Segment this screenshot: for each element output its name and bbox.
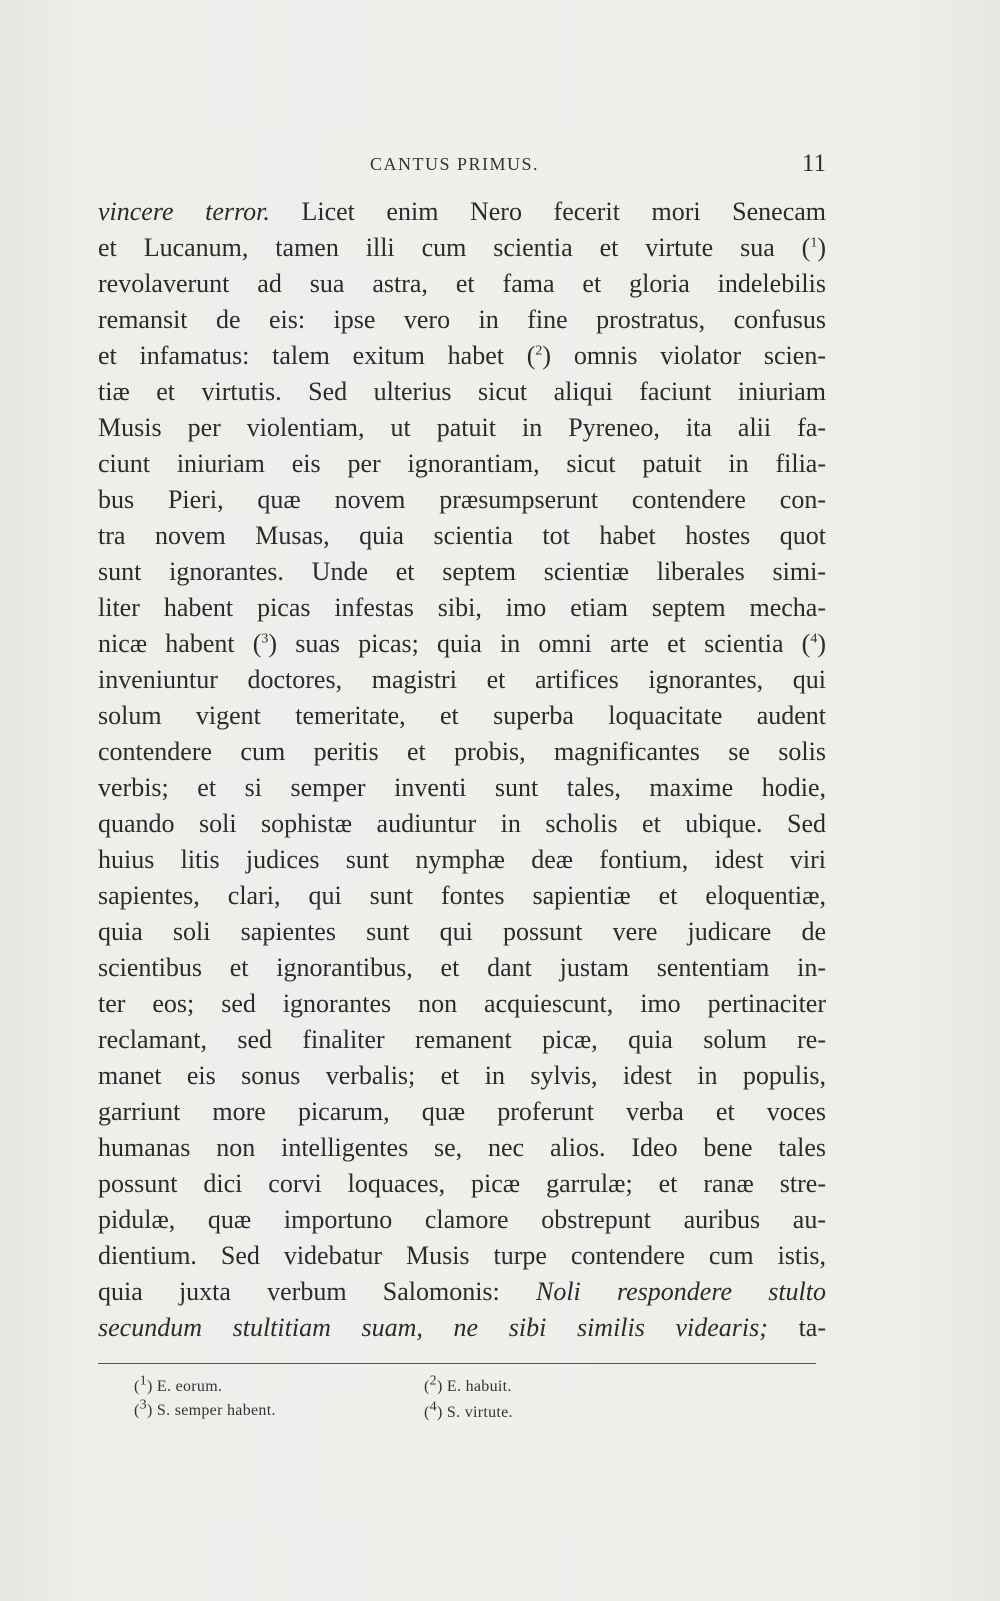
footnote-ref: 4 — [810, 631, 818, 647]
text-line: dientium. Sed videbatur Musis turpe contendere cum istis, — [98, 1241, 826, 1270]
footnote-ref: 1 — [810, 235, 818, 251]
footnote-rule — [98, 1363, 816, 1364]
text-line: Musis per violentiam, ut patuit in Pyreneo, ita alii fa- — [98, 413, 826, 442]
running-head — [98, 150, 826, 184]
text-line: revolaverunt ad sua astra, et fama et gloria indelebilis — [98, 269, 826, 298]
footnote-ref: 3 — [261, 631, 269, 647]
text-line: solum vigent temeritate, et superba loquacitate audent — [98, 701, 826, 730]
italic-phrase: secundum stultitiam suam, ne sibi similis videaris; — [98, 1313, 768, 1342]
text-line: remansit de eis: ipse vero in fine prostratus, confusus — [98, 305, 826, 334]
text-line: nicæ habent ($^3$) suas picas; quia in omni arte et scientia ($^4$) — [98, 629, 826, 658]
text-line: tiæ et virtutis. Sed ulterius sicut aliqui faciunt iniuriam — [98, 377, 826, 406]
text-line: et Lucanum, tamen illi cum scientia et virtute sua ($^1$) — [98, 233, 826, 262]
text-line: scientibus et ignorantibus, et dant justam sententiam in- — [98, 953, 826, 982]
text-line: et infamatus: talem exitum habet ($^2$) omnis violator scien- — [98, 341, 826, 370]
text-line: tra novem Musas, quia scientia tot habet hostes quot — [98, 521, 826, 550]
footnote-ref: 2 — [535, 343, 543, 359]
text-line: contendere cum peritis et probis, magnificantes se solis — [98, 737, 826, 766]
footnote: ($^1$) E. eorum. — [134, 1373, 223, 1395]
text-line: quia juxta verbum Salomonis: Noli respondere stulto — [98, 1277, 827, 1306]
footnote: ($^3$) S. semper habent. — [134, 1397, 276, 1419]
text-line: ciunt iniuriam eis per ignorantiam, sicut patuit in filia- — [98, 449, 826, 478]
text-line: verbis; et si semper inventi sunt tales, maxime hodie, — [98, 773, 826, 802]
text-line: reclamant, sed finaliter remanent picæ, quia solum re- — [98, 1025, 826, 1054]
footnote: ($^4$) S. virtute. — [424, 1399, 513, 1421]
text-line: inveniuntur doctores, magistri et artifices ignorantes, qui — [98, 665, 826, 694]
text-line: huius litis judices sunt nymphæ deæ fontium, idest viri — [98, 845, 826, 874]
text-line: pidulæ, quæ importuno clamore obstrepunt auribus au- — [98, 1205, 826, 1234]
text-line: secundum stultitiam suam, ne sibi similis videaris; ta- — [98, 1313, 827, 1342]
running-title: CANTUS PRIMUS. — [370, 154, 540, 174]
italic-phrase: Noli respondere stulto — [535, 1277, 827, 1306]
page-number: 11 — [801, 150, 826, 177]
text-line: quia soli sapientes sunt qui possunt vere judicare de — [98, 917, 826, 946]
text-line: liter habent picas infestas sibi, imo etiam septem mecha- — [98, 593, 826, 622]
text-line: bus Pieri, quæ novem præsumpserunt contendere con- — [98, 485, 826, 514]
text-line: possunt dici corvi loquaces, picæ garrulæ; et ranæ stre- — [98, 1169, 826, 1198]
text-line: quando soli sophistæ audiuntur in scholis et ubique. Sed — [98, 809, 826, 838]
text-line: manet eis sonus verbalis; et in sylvis, idest in populis, — [98, 1061, 826, 1090]
italic-phrase: vincere terror. — [98, 197, 270, 226]
text-line: sapientes, clari, qui sunt fontes sapientiæ et eloquentiæ, — [98, 881, 826, 910]
text-line: ter eos; sed ignorantes non acquiescunt, imo pertinaciter — [98, 989, 826, 1018]
text-line: sunt ignorantes. Unde et septem scientiæ liberales simi- — [98, 557, 826, 586]
text-line: humanas non intelligentes se, nec alios. Ideo bene tales — [98, 1133, 826, 1162]
text-line: garriunt more picarum, quæ proferunt verba et voces — [98, 1097, 826, 1126]
text-line: vincere terror. Licet enim Nero fecerit mori Senecam — [98, 197, 826, 226]
footnote: ($^2$) E. habuit. — [424, 1373, 512, 1395]
